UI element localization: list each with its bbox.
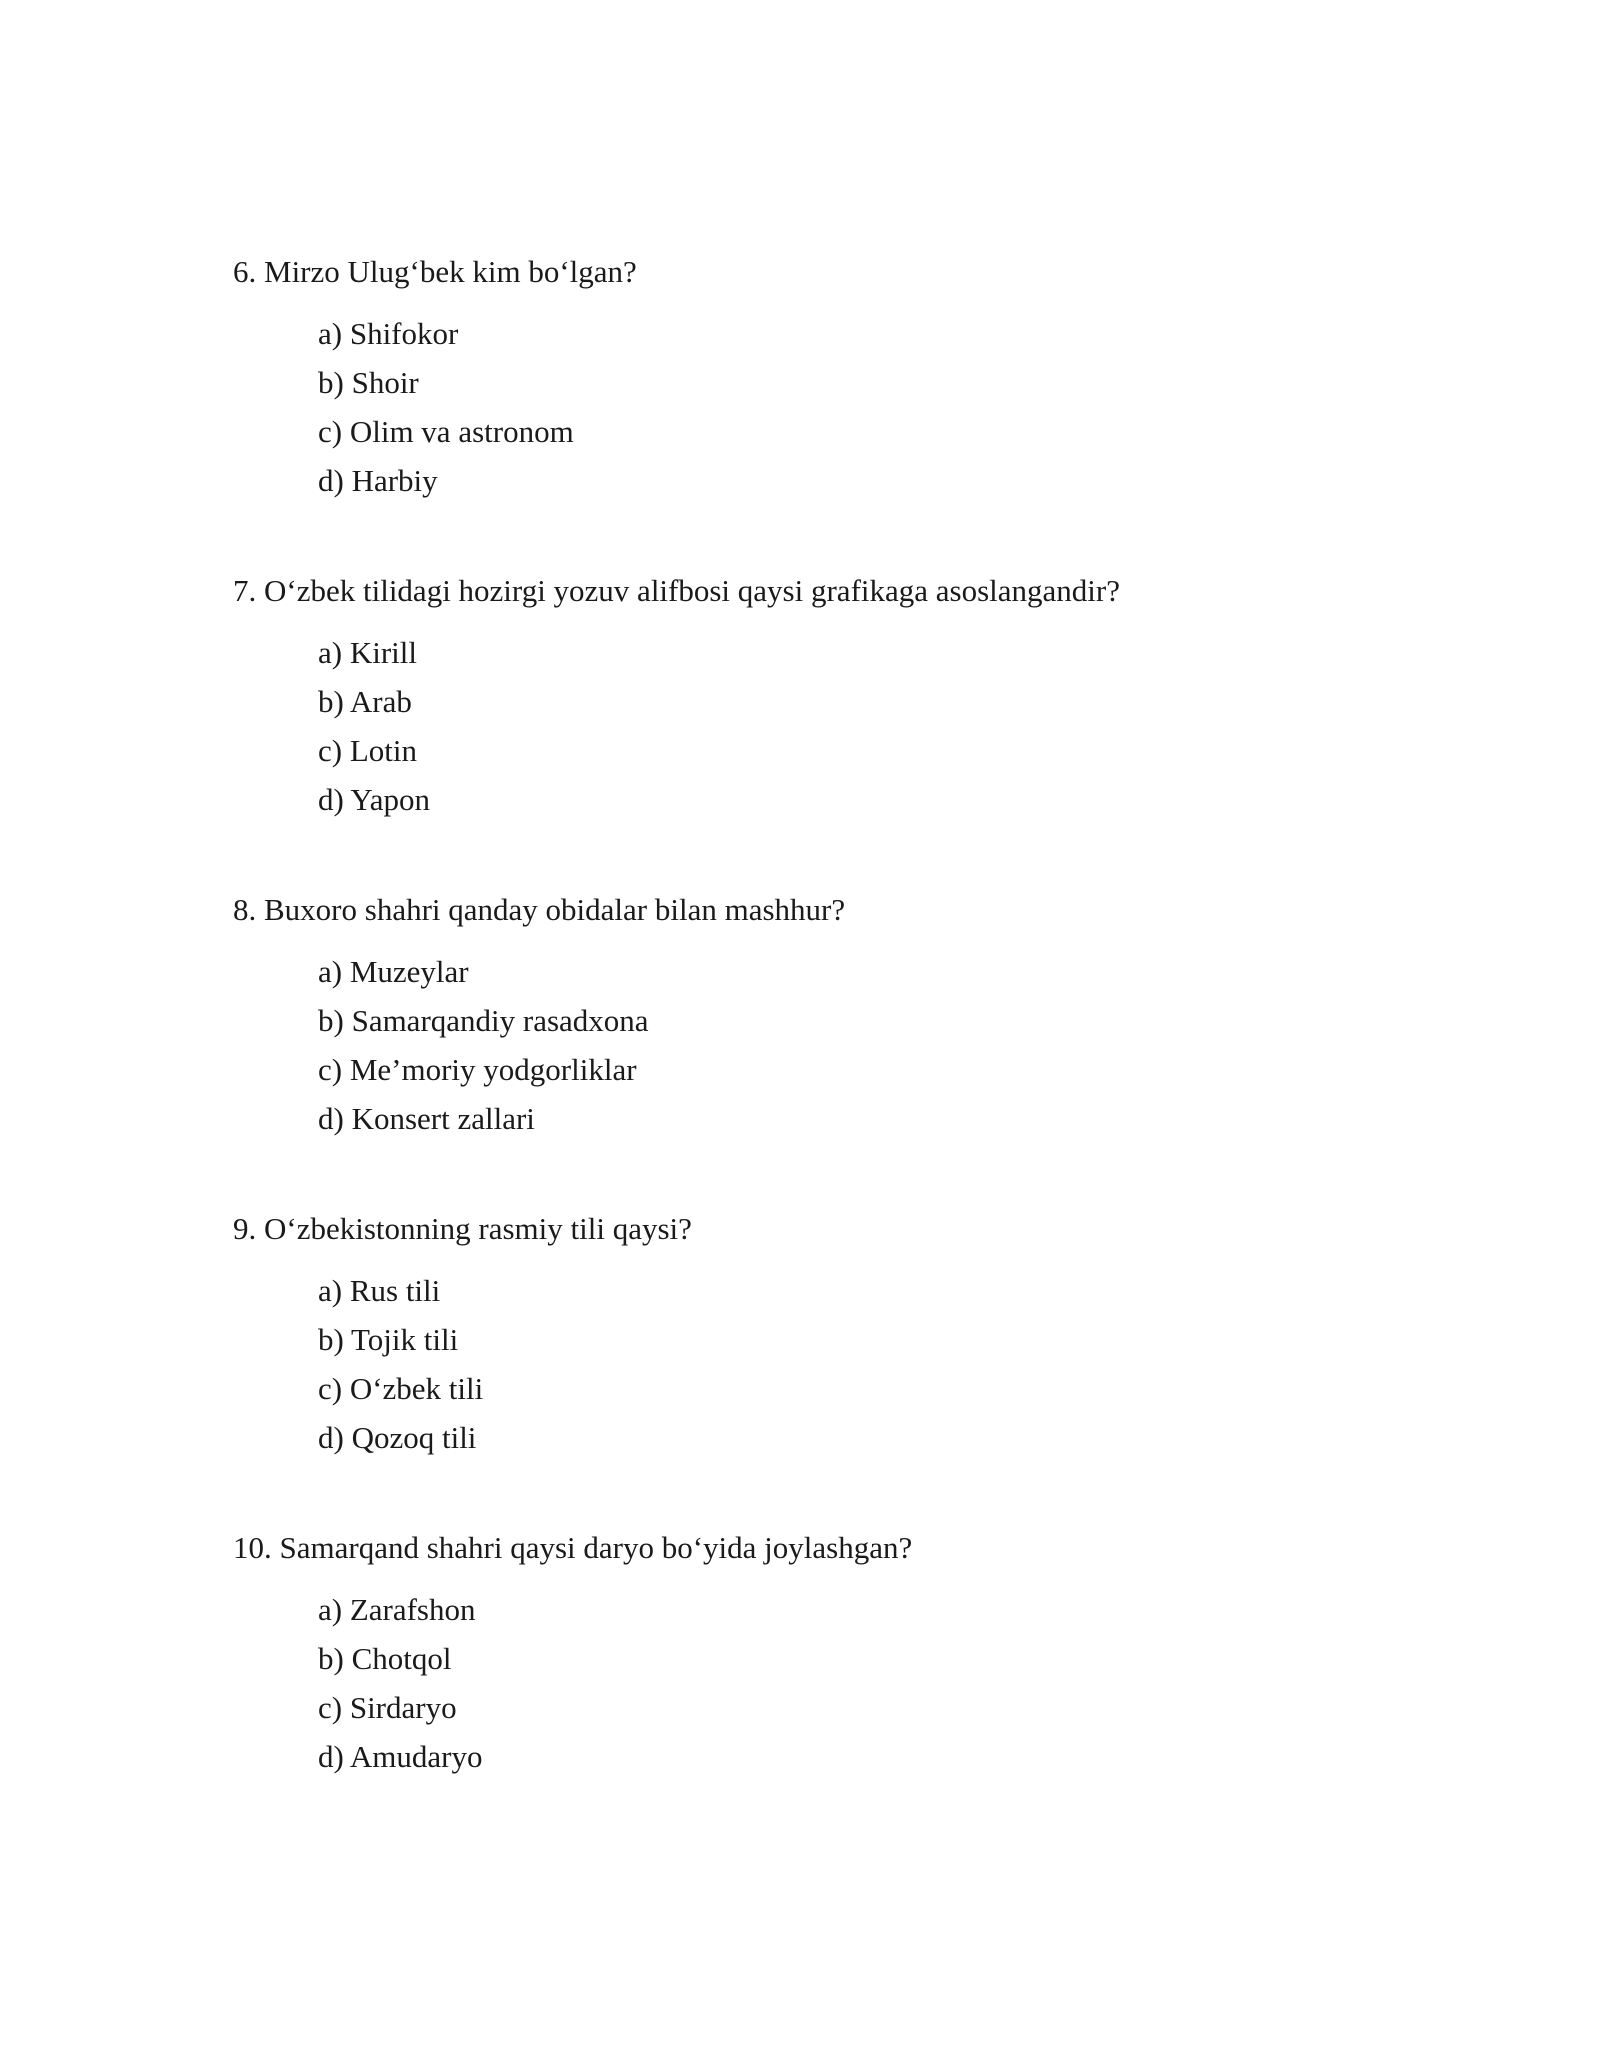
option-c: c) Olim va astronom	[318, 414, 574, 449]
question-6	[233, 252, 1433, 505]
option-d: d) Harbiy	[318, 463, 438, 498]
option-c: c) Lotin	[318, 733, 417, 768]
answer-options	[318, 1266, 1433, 1462]
option-d: d) Konsert zallari	[318, 1101, 535, 1136]
question-7	[233, 571, 1433, 824]
question-text: 7. O‘zbek tilidagi hozirgi yozuv alifbosi qaysi grafikaga asoslangandir?	[233, 573, 1120, 608]
question-text: 10. Samarqand shahri qaysi daryo bo‘yida joylashgan?	[233, 1530, 913, 1565]
question-text: 6. Mirzo Ulug‘bek kim bo‘lgan?	[233, 254, 637, 289]
option-a: a) Zarafshon	[318, 1592, 476, 1627]
question-8	[233, 890, 1433, 1143]
answer-options	[318, 1585, 1433, 1781]
option-a: a) Shifokor	[318, 316, 459, 351]
question-10	[233, 1528, 1433, 1781]
question-text: 9. O‘zbekistonning rasmiy tili qaysi?	[233, 1211, 692, 1246]
answer-options	[318, 309, 1433, 505]
answer-options	[318, 628, 1433, 824]
option-a: a) Muzeylar	[318, 954, 469, 989]
option-b: b) Samarqandiy rasadxona	[318, 1003, 649, 1038]
answer-options	[318, 947, 1433, 1143]
option-d: d) Amudaryo	[318, 1739, 483, 1774]
option-b: b) Chotqol	[318, 1641, 452, 1676]
option-a: a) Kirill	[318, 635, 417, 670]
question-text: 8. Buxoro shahri qanday obidalar bilan mashhur?	[233, 892, 846, 927]
option-a: a) Rus tili	[318, 1273, 441, 1308]
option-d: d) Qozoq tili	[318, 1420, 477, 1455]
option-c: c) Me’moriy yodgorliklar	[318, 1052, 637, 1087]
option-b: b) Shoir	[318, 365, 419, 400]
question-9	[233, 1209, 1433, 1462]
option-b: b) Arab	[318, 684, 412, 719]
option-d: d) Yapon	[318, 782, 430, 817]
option-b: b) Tojik tili	[318, 1322, 459, 1357]
option-c: c) Sirdaryo	[318, 1690, 457, 1725]
option-c: c) O‘zbek tili	[318, 1371, 484, 1406]
